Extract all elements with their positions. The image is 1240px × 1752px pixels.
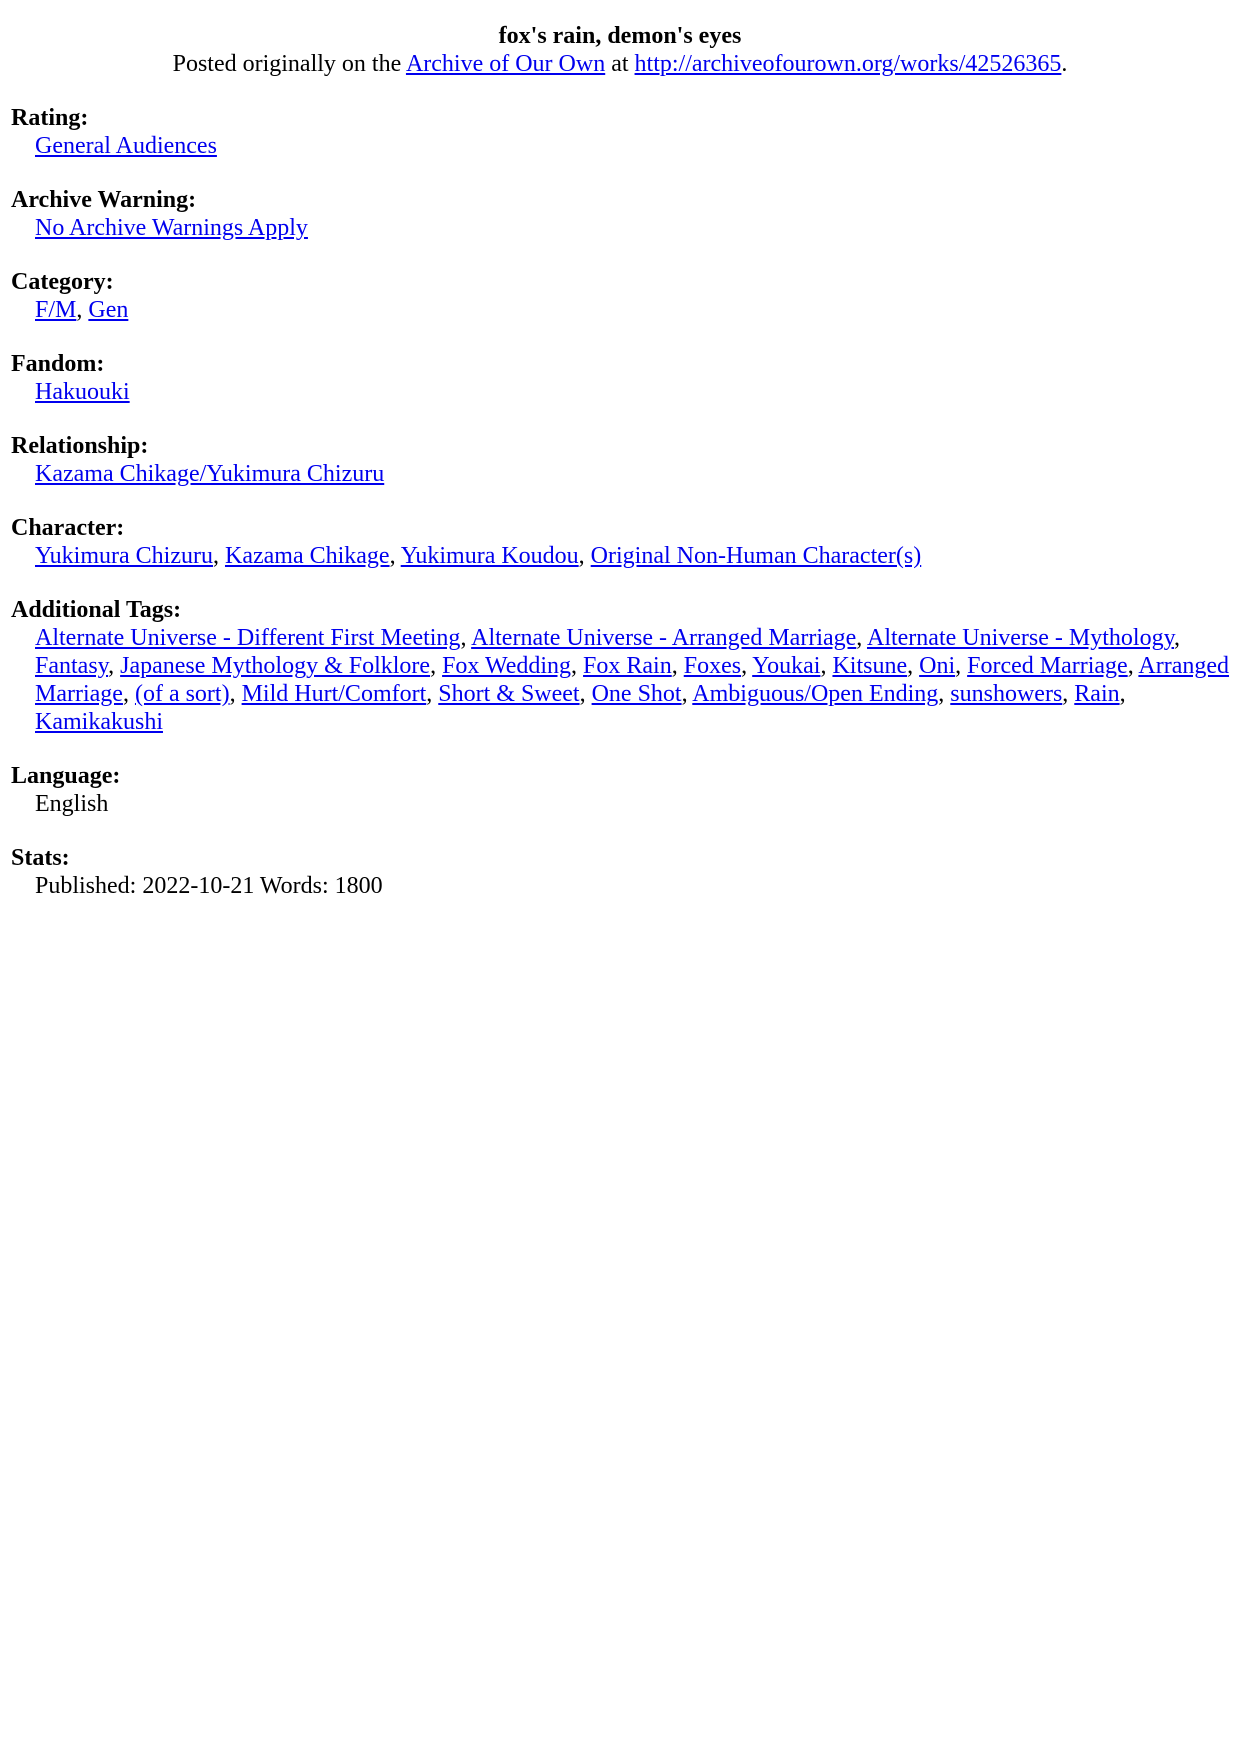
meta-block: [11, 432, 1229, 488]
meta-label: Stats:: [11, 845, 70, 871]
tag-separator: ,: [907, 653, 920, 679]
tag-separator: ,: [1062, 681, 1075, 707]
tag-link[interactable]: One Shot: [591, 681, 682, 707]
tag-link[interactable]: Short & Sweet: [438, 681, 580, 707]
meta-values: [35, 132, 1229, 160]
tag-separator: ,: [1119, 681, 1126, 707]
tag-separator: ,: [426, 681, 439, 707]
tag-link[interactable]: Fox Rain: [583, 653, 672, 679]
tag-separator: ,: [671, 653, 684, 679]
tag-link[interactable]: Fantasy: [35, 653, 109, 679]
tag-separator: ,: [212, 543, 225, 569]
tag-link[interactable]: (of a sort): [134, 681, 230, 707]
posted-middle: at: [611, 51, 629, 77]
tag-link[interactable]: Original Non-Human Character(s): [590, 543, 922, 569]
tag-link[interactable]: Kazama Chikage/Yukimura Chizuru: [35, 461, 385, 487]
tag-link[interactable]: sunshowers: [950, 681, 1063, 707]
tag-link[interactable]: Forced Marriage: [967, 653, 1128, 679]
meta-block: [11, 514, 1229, 570]
meta-values: [35, 624, 1229, 736]
tag-separator: ,: [681, 681, 693, 707]
meta-values: [35, 214, 1229, 242]
tag-link[interactable]: Kamikakushi: [35, 709, 163, 735]
meta-block: [11, 844, 1229, 900]
meta-values: [35, 542, 1229, 570]
meta-label: Character:: [11, 515, 125, 541]
tag-link[interactable]: General Audiences: [35, 133, 217, 159]
posted-suffix: .: [1061, 51, 1068, 77]
meta-values: [35, 378, 1229, 406]
tag-separator: ,: [955, 653, 968, 679]
meta-block: [11, 268, 1229, 324]
meta-label: Category:: [11, 269, 114, 295]
tag-separator: ,: [1127, 653, 1139, 679]
meta-block: [11, 762, 1229, 818]
tag-separator: ,: [76, 297, 89, 323]
meta-label: Rating:: [11, 105, 89, 131]
tag-separator: ,: [579, 681, 592, 707]
meta-block: [11, 350, 1229, 406]
posted-prefix: Posted originally on the: [172, 51, 402, 77]
tag-separator: ,: [108, 653, 121, 679]
tag-link[interactable]: Japanese Mythology & Folklore: [120, 653, 431, 679]
meta-text: Published: 2022-10-21 Words: 1800: [35, 873, 383, 899]
tag-link[interactable]: Rain: [1074, 681, 1120, 707]
tag-link[interactable]: Kitsune: [832, 653, 908, 679]
tag-separator: ,: [122, 681, 135, 707]
meta-label: Language:: [11, 763, 121, 789]
tag-link[interactable]: Kazama Chikage: [224, 543, 390, 569]
tag-link[interactable]: Alternate Universe - Mythology: [866, 625, 1175, 651]
tag-separator: ,: [856, 625, 867, 651]
tag-link[interactable]: Hakuouki: [35, 379, 130, 405]
tag-separator: ,: [389, 543, 401, 569]
tag-separator: ,: [1174, 625, 1181, 651]
meta-label: Additional Tags:: [11, 597, 182, 623]
tag-link[interactable]: Youkai: [752, 653, 821, 679]
meta-label: Archive Warning:: [11, 187, 197, 213]
tag-link[interactable]: Arranged Marriage: [35, 653, 1230, 707]
tag-separator: ,: [578, 543, 591, 569]
posted-line: [11, 50, 1229, 78]
tag-link[interactable]: Gen: [88, 297, 129, 323]
meta-values: [35, 296, 1229, 324]
meta-values: [35, 460, 1229, 488]
tag-link[interactable]: Foxes: [683, 653, 742, 679]
tag-link[interactable]: Yukimura Koudou: [400, 543, 579, 569]
tag-separator: ,: [571, 653, 584, 679]
tag-link[interactable]: Fox Wedding: [442, 653, 572, 679]
work-url-link[interactable]: http://archiveofourown.org/works/42526365: [634, 51, 1062, 77]
tag-link[interactable]: No Archive Warnings Apply: [35, 215, 308, 241]
tag-separator: ,: [820, 653, 833, 679]
tag-separator: ,: [741, 653, 753, 679]
meta-values: [35, 872, 1229, 900]
meta-list: [11, 104, 1229, 900]
tag-separator: ,: [229, 681, 242, 707]
tag-link[interactable]: Alternate Universe - Arranged Marriage: [471, 625, 857, 651]
tag-link[interactable]: Oni: [919, 653, 956, 679]
tag-separator: ,: [460, 625, 472, 651]
tag-link[interactable]: Mild Hurt/Comfort: [241, 681, 427, 707]
meta-text: English: [35, 791, 109, 817]
meta-block: [11, 104, 1229, 160]
archive-link[interactable]: Archive of Our Own: [405, 51, 606, 77]
meta-values: [35, 790, 1229, 818]
meta-label: Relationship:: [11, 433, 149, 459]
tag-separator: ,: [938, 681, 951, 707]
tag-separator: ,: [430, 653, 443, 679]
tag-link[interactable]: F/M: [35, 297, 77, 323]
tag-link[interactable]: Alternate Universe - Different First Meeting: [35, 625, 461, 651]
tag-link[interactable]: Ambiguous/Open Ending: [692, 681, 939, 707]
work-title: fox's rain, demon's eyes: [498, 23, 742, 49]
meta-block: [11, 596, 1229, 736]
tag-link[interactable]: Yukimura Chizuru: [35, 543, 213, 569]
meta-block: [11, 186, 1229, 242]
meta-label: Fandom:: [11, 351, 105, 377]
